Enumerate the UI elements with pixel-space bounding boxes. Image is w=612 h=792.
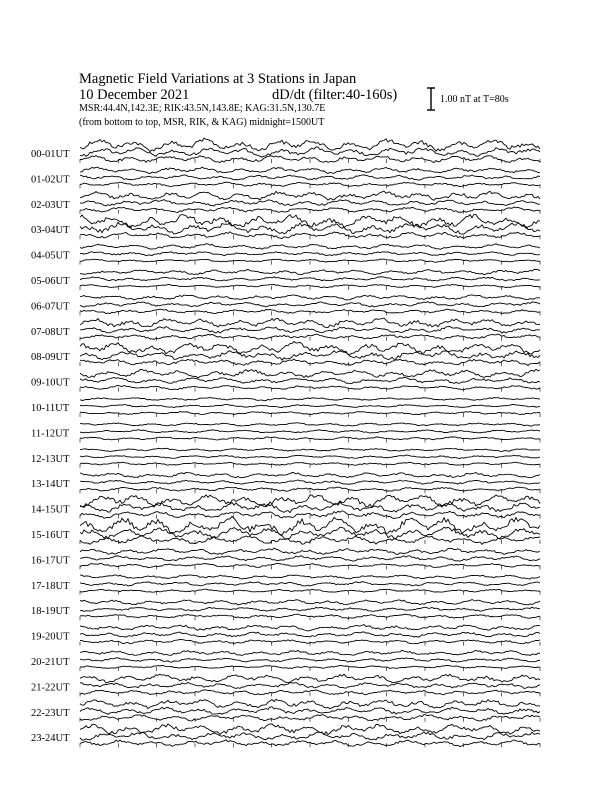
hour-label: 15-16UT bbox=[31, 530, 70, 541]
trace-RIK-12-13UT bbox=[80, 455, 540, 458]
hour-label: 07-08UT bbox=[31, 326, 70, 338]
hour-row-13-14UT bbox=[31, 472, 540, 493]
hour-row-00-01UT bbox=[31, 138, 540, 163]
minute-ticks bbox=[80, 616, 540, 620]
hour-label: 18-19UT bbox=[31, 606, 70, 618]
trace-KAG-17-18UT bbox=[80, 575, 540, 579]
trace-KAG-21-22UT bbox=[80, 674, 540, 683]
hour-label: 13-14UT bbox=[31, 479, 70, 491]
hour-label: 21-22UT bbox=[31, 682, 70, 694]
hour-label: 08-09UT bbox=[31, 352, 70, 364]
hour-label: 22-23UT bbox=[31, 707, 70, 719]
trace-KAG-07-08UT bbox=[80, 318, 540, 328]
hour-row-09-10UT bbox=[31, 369, 540, 391]
hour-row-20-21UT bbox=[31, 650, 540, 671]
hour-label: 19-20UT bbox=[31, 631, 70, 643]
hour-label: 00-01UT bbox=[31, 149, 70, 160]
trace-KAG-09-10UT bbox=[80, 369, 540, 378]
hour-row-12-13UT bbox=[31, 448, 540, 468]
trace-KAG-08-09UT bbox=[80, 342, 540, 355]
trace-RIK-01-02UT bbox=[80, 175, 540, 180]
trace-RIK-18-19UT bbox=[80, 607, 540, 611]
trace-RIK-11-12UT bbox=[80, 430, 540, 433]
trace-KAG-22-23UT bbox=[80, 699, 540, 708]
trace-RIK-08-09UT bbox=[80, 351, 540, 360]
trace-RIK-13-14UT bbox=[80, 480, 540, 484]
trace-KAG-03-04UT bbox=[80, 214, 540, 228]
hour-label: 20-21UT bbox=[31, 657, 70, 668]
hour-row-11-12UT bbox=[31, 423, 540, 443]
hour-label: 03-04UT bbox=[31, 225, 70, 237]
station-coordinates: MSR:44.4N,142.3E; RIK:43.5N,143.8E; KAG:31.5N,130.7E bbox=[79, 103, 326, 114]
trace-RIK-03-04UT bbox=[80, 222, 540, 234]
trace-KAG-15-16UT bbox=[80, 516, 540, 535]
chart-mode: dD/dt (filter:40-160s) bbox=[272, 87, 398, 103]
hour-label: 11-12UT bbox=[31, 428, 70, 440]
hour-row-15-16UT bbox=[31, 516, 540, 544]
minute-ticks bbox=[80, 337, 540, 341]
trace-RIK-23-24UT bbox=[80, 732, 540, 740]
trace-RIK-15-16UT bbox=[80, 527, 540, 539]
hour-row-07-08UT bbox=[31, 318, 540, 341]
trace-KAG-19-20UT bbox=[80, 625, 540, 632]
hour-label: 14-15UT bbox=[31, 504, 70, 516]
trace-RIK-00-01UT bbox=[80, 147, 540, 157]
hour-row-04-05UT bbox=[31, 244, 540, 265]
trace-RIK-17-18UT bbox=[80, 582, 540, 586]
hour-row-17-18UT bbox=[31, 575, 540, 595]
hour-row-10-11UT bbox=[31, 397, 540, 417]
hour-row-14-15UT bbox=[31, 495, 540, 519]
hour-row-23-24UT bbox=[31, 724, 540, 747]
chart-title: Magnetic Field Variations at 3 Stations in Japan bbox=[79, 71, 357, 87]
trace-KAG-11-12UT bbox=[80, 423, 540, 426]
trace-KAG-14-15UT bbox=[80, 495, 540, 508]
hour-row-06-07UT bbox=[31, 295, 540, 316]
hour-row-05-06UT bbox=[31, 269, 540, 290]
hour-row-22-23UT bbox=[31, 699, 540, 722]
trace-KAG-13-14UT bbox=[80, 472, 540, 477]
hour-row-08-09UT bbox=[31, 342, 540, 367]
hour-label: 12-13UT bbox=[31, 453, 70, 465]
minute-ticks bbox=[80, 184, 540, 188]
hour-row-19-20UT bbox=[31, 625, 540, 646]
hour-label: 23-24UT bbox=[31, 733, 70, 745]
trace-RIK-09-10UT bbox=[80, 377, 540, 384]
hour-row-02-03UT bbox=[31, 191, 540, 214]
trace-RIK-20-21UT bbox=[80, 658, 540, 662]
trace-RIK-16-17UT bbox=[80, 556, 540, 561]
hour-label: 17-18UT bbox=[31, 580, 70, 592]
trace-KAG-18-19UT bbox=[80, 600, 540, 606]
hour-row-18-19UT bbox=[31, 600, 540, 621]
trace-RIK-02-03UT bbox=[80, 200, 540, 206]
hour-label: 09-10UT bbox=[31, 377, 70, 389]
trace-KAG-10-11UT bbox=[80, 397, 540, 400]
trace-RIK-07-08UT bbox=[80, 327, 540, 334]
trace-RIK-10-11UT bbox=[80, 404, 540, 407]
hour-row-16-17UT bbox=[31, 548, 540, 569]
trace-KAG-20-21UT bbox=[80, 650, 540, 655]
chart-date: 10 December 2021 bbox=[79, 87, 190, 103]
trace-KAG-12-13UT bbox=[80, 448, 540, 451]
trace-KAG-04-05UT bbox=[80, 244, 540, 250]
scale-bar bbox=[427, 88, 435, 110]
hour-row-01-02UT bbox=[31, 167, 540, 188]
trace-KAG-05-06UT bbox=[80, 269, 540, 274]
hour-label: 04-05UT bbox=[31, 250, 70, 262]
trace-RIK-05-06UT bbox=[80, 277, 540, 281]
hour-label: 01-02UT bbox=[31, 174, 70, 186]
hour-label: 02-03UT bbox=[31, 199, 70, 211]
hour-label: 10-11UT bbox=[31, 403, 70, 414]
hour-row-03-04UT bbox=[31, 214, 540, 239]
trace-KAG-02-03UT bbox=[80, 191, 540, 200]
trace-RIK-04-05UT bbox=[80, 252, 540, 256]
hour-label: 16-17UT bbox=[31, 555, 70, 567]
trace-KAG-01-02UT bbox=[80, 167, 540, 173]
hour-label: 06-07UT bbox=[31, 301, 70, 313]
station-order-note: (from bottom to top, MSR, RIK, & KAG) midnight=1500UT bbox=[79, 117, 325, 128]
trace-RIK-06-07UT bbox=[80, 302, 540, 307]
trace-KAG-06-07UT bbox=[80, 295, 540, 300]
trace-RIK-19-20UT bbox=[80, 632, 540, 637]
trace-RIK-21-22UT bbox=[80, 682, 540, 688]
hour-label: 05-06UT bbox=[31, 276, 70, 287]
trace-KAG-16-17UT bbox=[80, 548, 540, 554]
trace-KAG-23-24UT bbox=[80, 724, 540, 735]
scale-label: 1.00 nT at T=80s bbox=[440, 94, 509, 105]
hour-row-21-22UT bbox=[31, 674, 540, 696]
